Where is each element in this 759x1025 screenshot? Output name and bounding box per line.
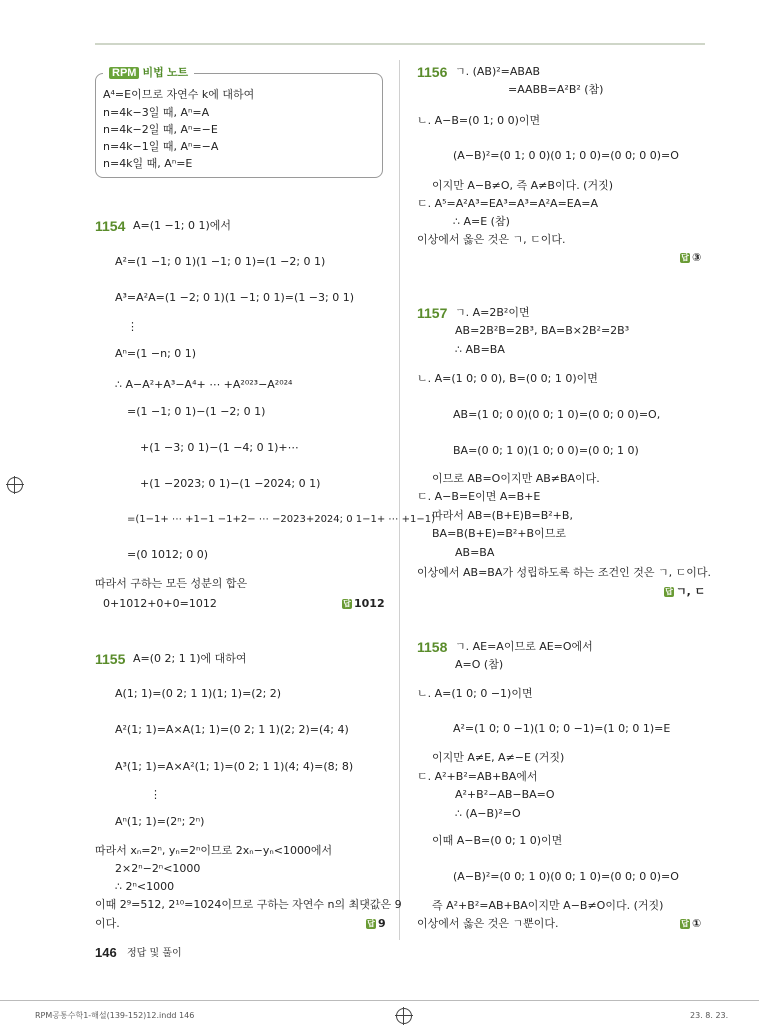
solution-line: 따라서 xₙ=2ⁿ, yₙ=2ⁿ이므로 2xₙ−yₙ<1000에서: [95, 844, 333, 857]
solution-line: A(1; 1)=(0 2; 1 1)(1; 1)=(2; 2): [115, 687, 282, 700]
solution-line: =(1 −1; 0 1)−(1 −2; 0 1): [127, 405, 266, 418]
solution-line: A²=(1 0; 0 −1)(1 0; 0 −1)=(1 0; 0 1)=E: [453, 722, 671, 735]
top-rule: [95, 43, 705, 45]
solution-line: A=(0 2; 1 1)에 대하여: [133, 652, 247, 665]
answer-1156: [680, 251, 701, 265]
solution-line: ⋮: [150, 788, 161, 801]
answer-badge-icon: 답: [681, 919, 689, 928]
solution-line: 이다.: [95, 917, 120, 930]
solution-line: ㄷ. A²+B²=AB+BA에서: [417, 770, 538, 783]
solution-line: ㄱ. (AB)²=ABAB: [455, 65, 541, 78]
column-divider: [399, 60, 400, 940]
solution-line: 이므로 AB=O이지만 AB≠BA이다.: [432, 472, 600, 485]
solution-line: ㄱ. AE=A이므로 AE=O에서: [455, 640, 593, 653]
note-line: n=4k일 때, Aⁿ=E: [103, 157, 193, 170]
answer-badge-icon: 답: [681, 253, 689, 262]
problem-number-1154: 1154: [95, 218, 126, 234]
solution-line: 따라서 AB=(B+E)B=B²+B,: [432, 509, 573, 522]
solution-line: ㄴ. A−B=(0 1; 0 0)이면: [417, 114, 541, 127]
file-name: RPM공통수학1-해설(139-152)12.indd 146: [35, 1011, 195, 1020]
solution-line: ㄱ. A=2B²이면: [455, 306, 530, 319]
solution-line: A³=A²A=(1 −2; 0 1)(1 −1; 0 1)=(1 −3; 0 1): [115, 291, 355, 304]
answer-badge-icon: 답: [367, 919, 375, 928]
solution-line: A³(1; 1)=A×A²(1; 1)=(0 2; 1 1)(4; 4)=(8; 8): [115, 760, 354, 773]
solution-line: ㄴ. A=(1 0; 0 −1)이면: [417, 687, 533, 700]
solution-line: A=(1 −1; 0 1)에서: [133, 219, 231, 232]
answer-value: ①: [692, 917, 702, 930]
solution-line: =(1−1+ ⋯ +1−1 −1+2− ⋯ −2023+2024; 0 1−1+ ⋯ +1−1): [127, 514, 435, 525]
answer-badge-icon: 답: [343, 599, 351, 608]
solution-line: A²=(1 −1; 0 1)(1 −1; 0 1)=(1 −2; 0 1): [115, 255, 326, 268]
section-label: 정답 및 풀이: [127, 948, 182, 959]
answer-1155: [366, 917, 386, 931]
print-date: 23. 8. 23.: [690, 1011, 729, 1020]
answer-1158: [680, 917, 701, 931]
solution-line: 0+1012+0+0=1012: [103, 597, 217, 610]
page-number: 146: [95, 945, 117, 960]
note-line: A⁴=E이므로 자연수 k에 대하여: [103, 88, 255, 101]
solution-line: ∴ AB=BA: [455, 343, 505, 356]
answer-value: ㄱ, ㄷ: [676, 585, 706, 598]
solution-line: AB=BA: [455, 546, 495, 559]
problem-number-1156: 1156: [417, 64, 448, 80]
solution-line: 2×2ⁿ−2ⁿ<1000: [115, 862, 201, 875]
solution-line: +(1 −2023; 0 1)−(1 −2024; 0 1): [140, 477, 321, 490]
answer-value: 1012: [354, 597, 385, 610]
solution-line: 이상에서 옳은 것은 ㄱ뿐이다.: [417, 917, 559, 930]
solution-line: Aⁿ(1; 1)=(2ⁿ; 2ⁿ): [115, 815, 205, 828]
solution-line: ㄴ. A=(1 0; 0 0), B=(0 0; 1 0)이면: [417, 372, 598, 385]
problem-number-1157: 1157: [417, 305, 448, 321]
solution-line: ∴ 2ⁿ<1000: [115, 880, 175, 893]
note-line: n=4k−1일 때, Aⁿ=−A: [103, 140, 219, 153]
note-title: 비법 노트: [142, 67, 189, 79]
solution-line: 이때 2⁹=512, 2¹⁰=1024이므로 구하는 자연수 n의 최댓값은 9: [95, 898, 402, 911]
solution-line: BA=(0 0; 1 0)(1 0; 0 0)=(0 0; 1 0): [453, 444, 639, 457]
solution-line: ㄷ. A⁵=A²A³=EA³=A³=A²A=EA=A: [417, 197, 599, 210]
solution-line: ∴ (A−B)²=O: [455, 807, 521, 820]
answer-value: 9: [378, 917, 386, 930]
answer-1157: [664, 585, 705, 599]
solution-line: 이상에서 옳은 것은 ㄱ, ㄷ이다.: [417, 233, 566, 246]
solution-line: Aⁿ=(1 −n; 0 1): [115, 347, 197, 360]
solution-line: (A−B)²=(0 1; 0 0)(0 1; 0 0)=(0 0; 0 0)=O: [453, 149, 679, 162]
solution-line: 즉 A²+B²=AB+BA이지만 A−B≠O이다. (거짓): [432, 899, 664, 912]
solution-line: (A−B)²=(0 0; 1 0)(0 0; 1 0)=(0 0; 0 0)=O: [453, 870, 679, 883]
problem-number-1155: 1155: [95, 651, 126, 667]
footer-rule: [0, 1000, 759, 1001]
solution-line: A²+B²−AB−BA=O: [455, 788, 555, 801]
rpm-logo: RPM: [109, 67, 139, 79]
solution-line: 이상에서 AB=BA가 성립하도록 하는 조건인 것은 ㄱ, ㄷ이다.: [417, 566, 711, 579]
solution-line: A²(1; 1)=A×A(1; 1)=(0 2; 1 1)(2; 2)=(4; 4): [115, 723, 349, 736]
problem-number-1158: 1158: [417, 639, 448, 655]
answer-1154: [342, 597, 385, 611]
answer-value: ③: [692, 251, 702, 264]
solution-line: ⋮: [127, 320, 138, 333]
solution-line: ∴ A−A²+A³−A⁴+ ⋯ +A²⁰²³−A²⁰²⁴: [115, 378, 293, 391]
note-line: n=4k−2일 때, Aⁿ=−E: [103, 123, 218, 136]
answer-badge-icon: 답: [665, 587, 673, 596]
solution-line: BA=B(B+E)=B²+B이므로: [432, 527, 566, 540]
solution-line: =AABB=A²B² (참): [508, 83, 604, 96]
solution-line: A=O (참): [455, 658, 504, 671]
registration-mark-icon: [7, 477, 23, 493]
solution-line: 따라서 구하는 모든 성분의 합은: [95, 577, 248, 590]
solution-line: =(0 1012; 0 0): [127, 548, 208, 561]
solution-line: 이때 A−B=(0 0; 1 0)이면: [432, 834, 563, 847]
solution-line: ㄷ. A−B=E이면 A=B+E: [417, 490, 541, 503]
note-tag: [103, 64, 194, 80]
solution-line: 이지만 A≠E, A≠−E (거짓): [432, 751, 565, 764]
solution-line: AB=2B²B=2B³, BA=B×2B²=2B³: [455, 324, 630, 337]
solution-line: +(1 −3; 0 1)−(1 −4; 0 1)+⋯: [140, 441, 299, 454]
solution-line: 이지만 A−B≠O, 즉 A≠B이다. (거짓): [432, 179, 614, 192]
solution-line: AB=(1 0; 0 0)(0 0; 1 0)=(0 0; 0 0)=O,: [453, 408, 661, 421]
note-line: n=4k−3일 때, Aⁿ=A: [103, 106, 210, 119]
solution-line: ∴ A=E (참): [453, 215, 510, 228]
registration-mark-icon: [396, 1008, 412, 1024]
